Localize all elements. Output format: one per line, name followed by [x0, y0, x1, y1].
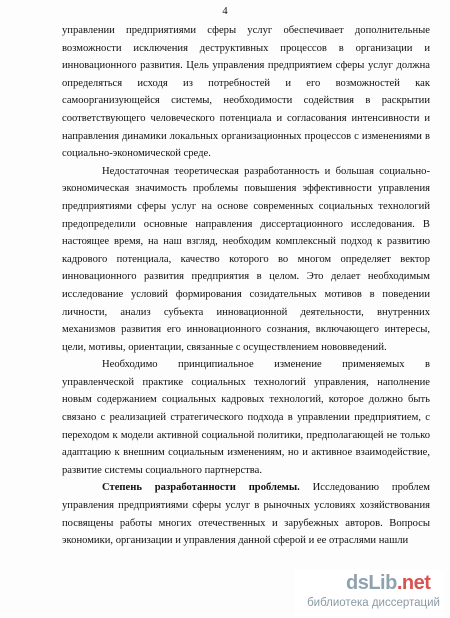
watermark-caption: библиотека диссертаций — [307, 597, 440, 609]
dslib-logo — [346, 572, 430, 595]
paragraph-4-text: Исследованию проблем управления предприятиями сферы услуг в рыночных условиях хозяйствования посвящены работы многих отечественных и зарубежных авторов. Вопросы экономики, организации и управления данной сферой и ее отраслями нашли — [62, 482, 430, 547]
page-number: 4 — [222, 6, 228, 17]
paragraph-4 — [62, 479, 430, 549]
logo-tld-text: .net — [396, 572, 431, 594]
section-heading-inline: Степень разработанности проблемы. — [102, 482, 300, 494]
body-text — [62, 22, 430, 550]
paragraph-3: Необходимо принципиальное изменение применяемых в управленческой практике социальных технологий управления, наполнение новым содержанием социальных кадровых технологий, которое должно быть связано с реализацией стратегического подхода в управлении предприятием, с переходом к модели активной социальной политики, предполагающей не только адаптацию к внешним социальным изменениям, но и активное взаимодействие, развитие системы социального партнерства. — [62, 359, 430, 476]
paragraph-2: Недостаточная теоретическая разработанность и большая социально-экономическая значимость проблемы повышения эффективности управления предприятиями сферы услуг на основе современных социальных технологий предопределили основные направления диссертационного исследования. В настоящее время, на наш взгляд, необходим комплексный подход к развитию кадрового потенциала, качество которого во многом определяет вектор инновационного развития предприятия в целом. Это делает необходимым исследование условий формирования созидательных мотивов в поведении личности, анализ субъекта инновационной деятельности, внутренних механизмов развития его инновационного сознания, включающего интересы, цели, мотивы, ориентации, связанные с осуществлением нововведений. — [62, 165, 430, 353]
watermark — [294, 570, 444, 616]
paragraph-1: управлении предприятиями сферы услуг обеспечивает дополнительные возможности исключения деструктивных процессов в организации и инновационного развития. Цель управления предприятием сферы услуг должна определяться исходя из потребностей и его возможностей как самоорганизующейся системы, необходимости содействия в раскрытии соответствующего человеческого потенциала и согласования интенсивности и направления динамики локальных организационных процессов с изменениями в социально-экономической среде. — [62, 25, 430, 160]
logo-main-text: dsLib — [346, 572, 397, 594]
